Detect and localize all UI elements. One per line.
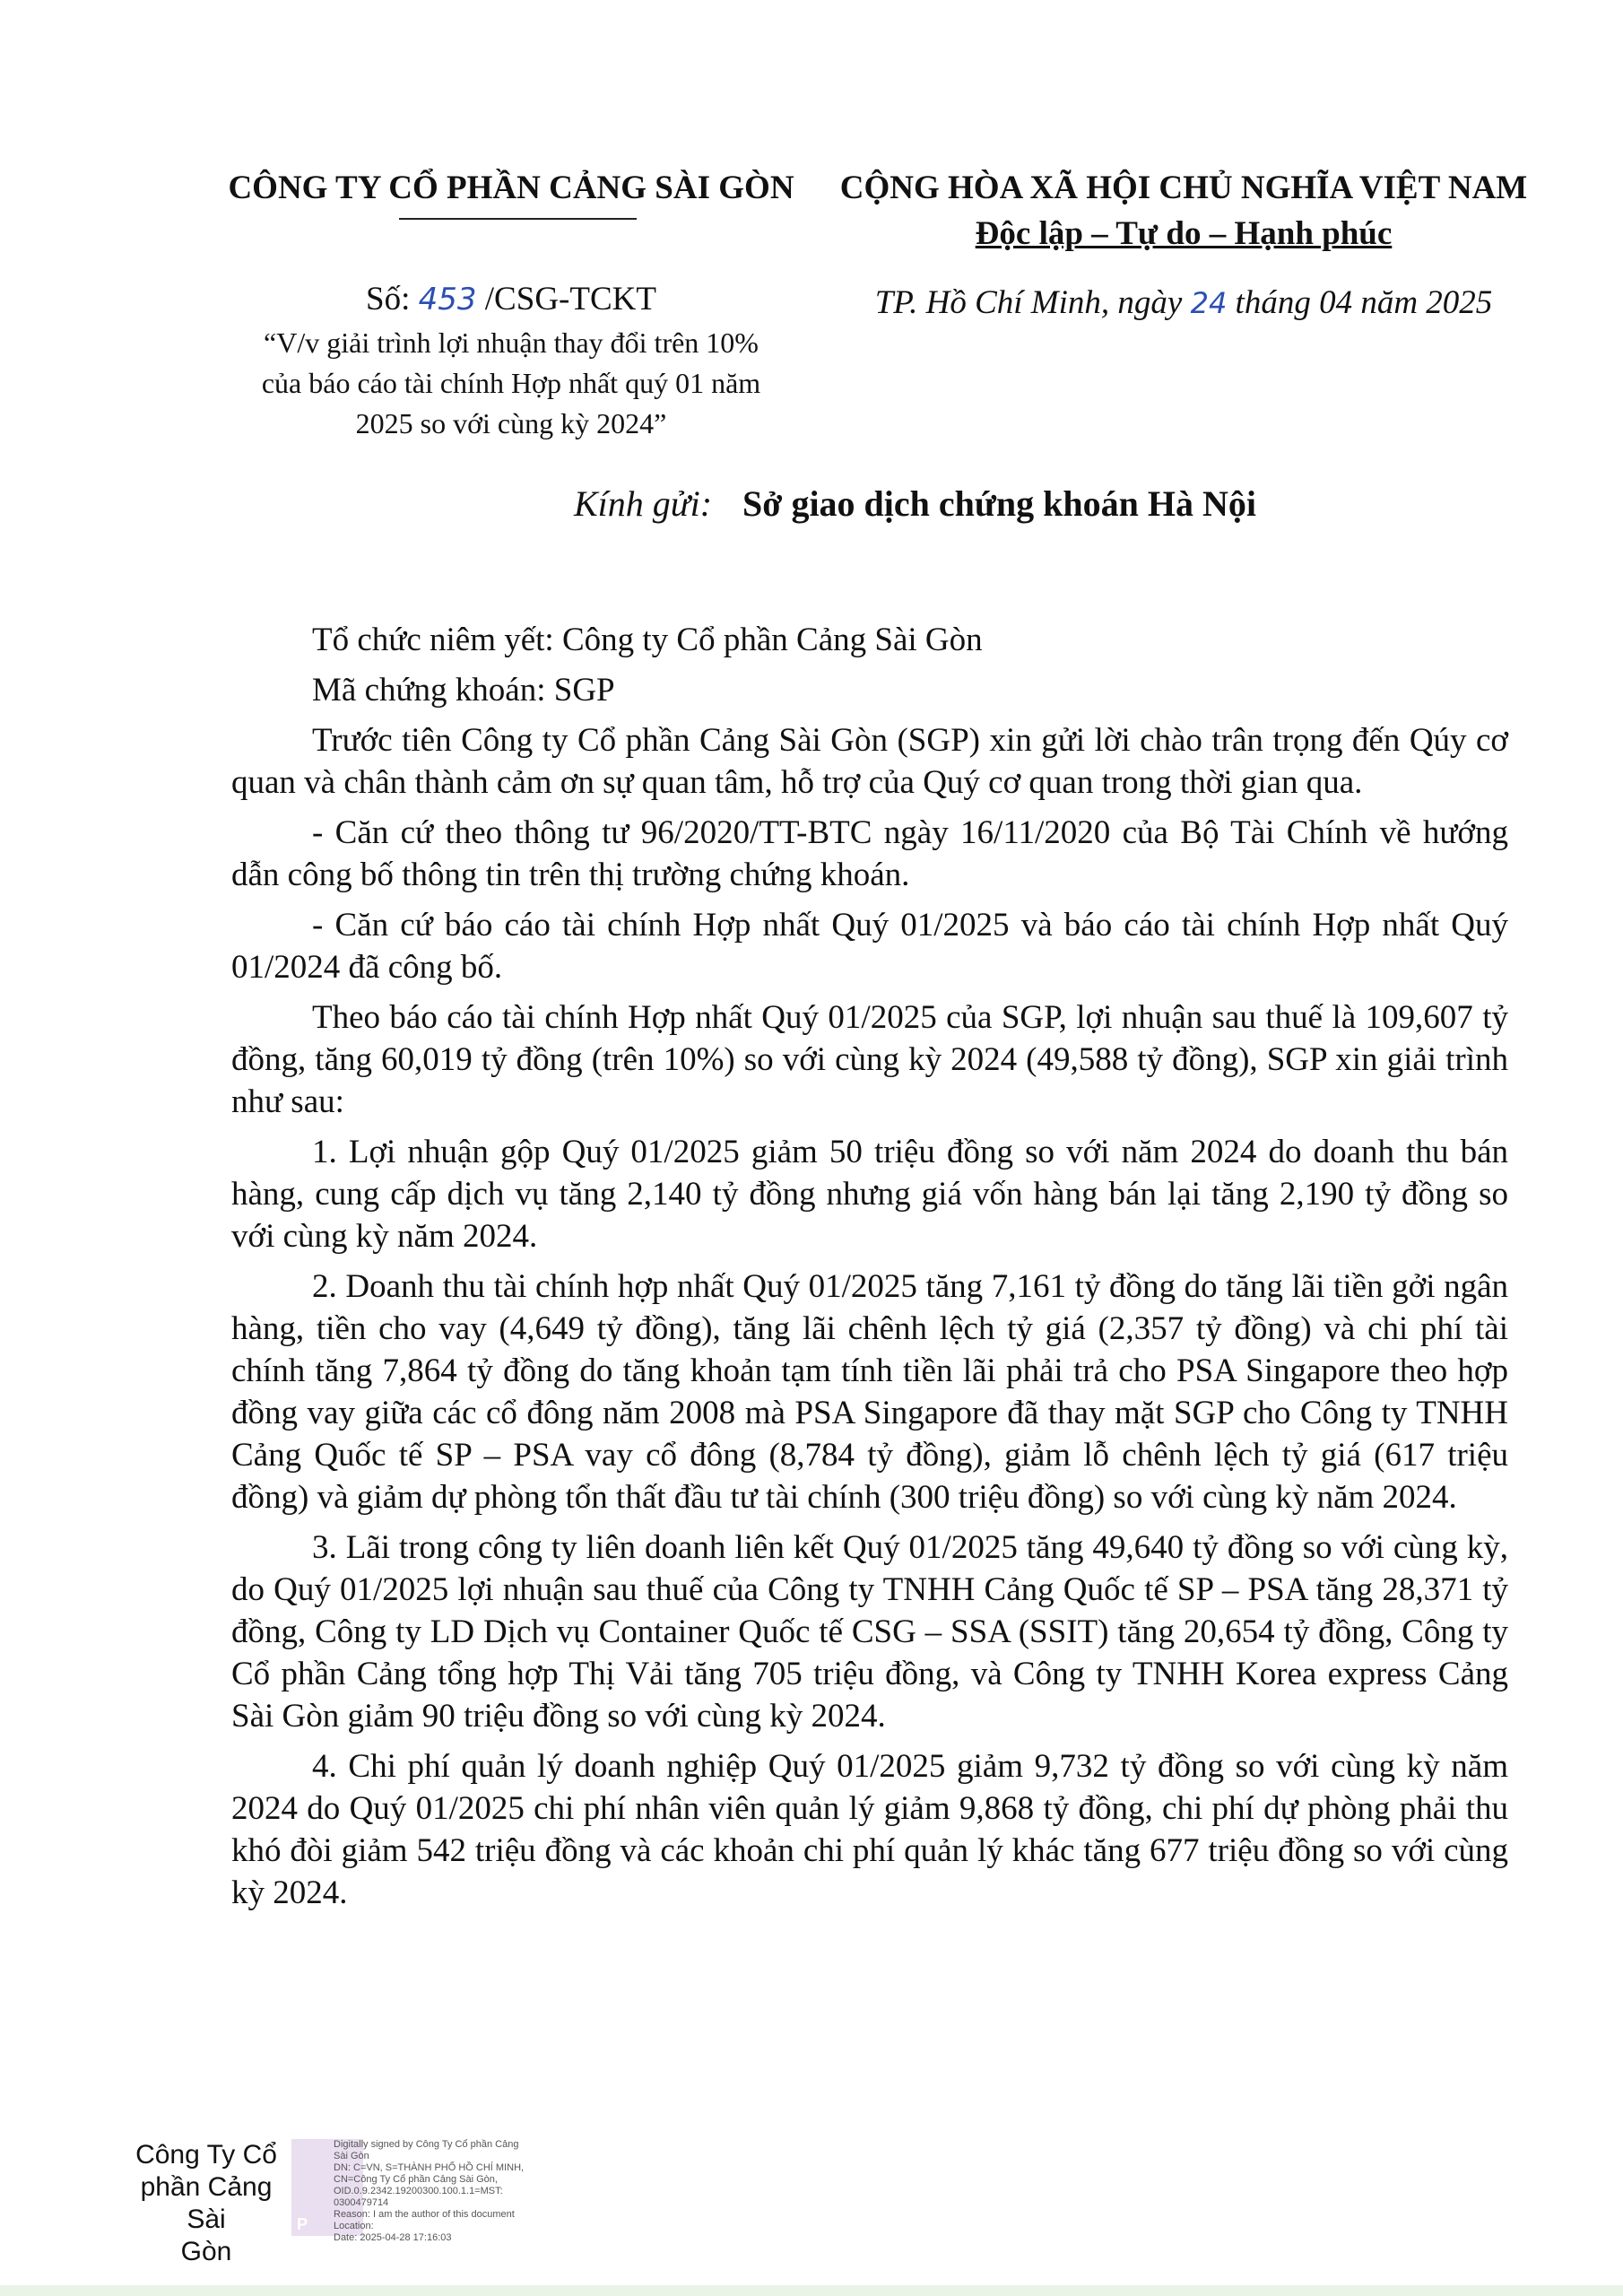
signature-detail-line: OID.0.9.2342.19200300.100.1.1=MST: bbox=[334, 2186, 503, 2196]
explanation-item-4: 4. Chi phí quản lý doanh nghiệp Quý 01/2025 giảm 9,732 tỷ đồng so với cùng kỳ năm 2024 do Quý 01/2025 chi phí nhân viên quản lý giảm 9,868 tỷ đồng, chi phí dự phòng phải thu khó đòi giảm 542 triệu đồng và các khoản chi phí quản lý khác tăng 677 triệu đồng so với cùng kỳ 2024. bbox=[231, 1748, 1508, 1911]
national-motto: Độc lập – Tự do – Hạnh phúc bbox=[975, 215, 1393, 252]
dateline-prefix: TP. Hồ Chí Minh, ngày bbox=[874, 284, 1183, 321]
subject-line: của báo cáo tài chính Hợp nhất quý 01 năm bbox=[261, 367, 761, 399]
document-number-prefix: Số: bbox=[366, 281, 411, 317]
letter-body bbox=[231, 619, 1508, 1922]
republic-title: CỘNG HÒA XÃ HỘI CHỦ NGHĨA VIỆT NAM bbox=[839, 170, 1528, 206]
document-subject bbox=[206, 323, 816, 444]
listing-organization: Tổ chức niêm yết: Công ty Cổ phần Cảng Sài Gòn bbox=[312, 622, 983, 658]
handwritten-number: 453 bbox=[418, 282, 477, 317]
signer-name bbox=[126, 2139, 287, 2268]
company-name: CÔNG TY CỔ PHẦN CẢNG SÀI GÒN bbox=[228, 170, 794, 206]
signature-detail-line: CN=Công Ty Cổ phần Cảng Sài Gòn, bbox=[334, 2174, 498, 2185]
dateline-suffix: tháng 04 năm 2025 bbox=[1235, 284, 1493, 321]
recipient-name: Sở giao dịch chứng khoán Hà Nội bbox=[742, 483, 1257, 524]
handwritten-day: 24 bbox=[1190, 286, 1228, 320]
national-header bbox=[834, 169, 1533, 253]
subject-line: 2025 so với cùng kỳ 2024” bbox=[355, 407, 667, 439]
signature-detail-line: Date: 2025-04-28 17:16:03 bbox=[334, 2232, 452, 2243]
signer-name-line: Công Ty Cổ bbox=[135, 2140, 277, 2170]
signature-detail-line: Digitally signed by Công Ty Cổ phần Cảng bbox=[334, 2139, 519, 2150]
digital-signature bbox=[126, 2139, 664, 2274]
legal-basis-2: - Căn cứ báo cáo tài chính Hợp nhất Quý 01/2025 và báo cáo tài chính Hợp nhất Quý 01/2024 đã công bố. bbox=[231, 907, 1508, 986]
stamp-mark: P bbox=[297, 2215, 308, 2233]
recipient-label: Kính gửi: bbox=[574, 483, 713, 524]
subject-line: “V/v giải trình lợi nhuận thay đổi trên 10% bbox=[264, 326, 759, 359]
signature-detail-line: Reason: I am the author of this document bbox=[334, 2209, 515, 2220]
signature-detail-line: Location: bbox=[334, 2221, 374, 2231]
recipient bbox=[574, 483, 1256, 525]
greeting-paragraph: Trước tiên Công ty Cổ phần Cảng Sài Gòn (SGP) xin gửi lời chào trân trọng đến Qúy cơ quan và chân thành cảm ơn sự quan tâm, hỗ trợ của Quý cơ quan trong thời gian qua. bbox=[231, 722, 1508, 801]
signer-name-line: phần Cảng Sài bbox=[140, 2172, 273, 2234]
signature-detail-line: 0300479714 bbox=[334, 2197, 389, 2208]
dateline bbox=[834, 283, 1533, 322]
summary-paragraph: Theo báo cáo tài chính Hợp nhất Quý 01/2025 của SGP, lợi nhuận sau thuế là 109,607 tỷ đồng, tăng 60,019 tỷ đồng (trên 10%) so với cùng kỳ 2024 (49,588 tỷ đồng), SGP xin giải trình như sau: bbox=[231, 999, 1508, 1120]
signature-details bbox=[334, 2139, 656, 2244]
explanation-item-2: 2. Doanh thu tài chính hợp nhất Quý 01/2025 tăng 7,161 tỷ đồng do tăng lãi tiền gởi ngân hàng, tiền cho vay (4,649 tỷ đồng), tăng lãi chênh lệch tỷ giá (2,357 tỷ đồng) và chi phí tài chính tăng 7,864 tỷ đồng do tăng khoản tạm tính tiền lãi phải trả cho PSA Singapore theo hợp đồng vay giữa các cổ đông năm 2008 mà PSA Singapore đã thay mặt SGP cho Công ty TNHH Cảng Quốc tế SP – PSA vay cổ đông (8,784 tỷ đồng), giảm lỗ chênh lệch tỷ giá (617 triệu đồng) và giảm dự phòng tổn thất đầu tư tài chính (300 triệu đồng) so với cùng kỳ năm 2024. bbox=[231, 1268, 1508, 1516]
signature-detail-line: Sài Gòn bbox=[334, 2151, 369, 2161]
signer-name-line: Gòn bbox=[180, 2237, 232, 2266]
scan-edge-band bbox=[0, 2285, 1623, 2296]
stock-code: Mã chứng khoán: SGP bbox=[312, 672, 615, 709]
signature-detail-line: DN: C=VN, S=THÀNH PHỐ HỒ CHÍ MINH, bbox=[334, 2162, 525, 2173]
header-rule bbox=[399, 218, 637, 220]
legal-basis-1: - Căn cứ theo thông tư 96/2020/TT-BTC ngày 16/11/2020 của Bộ Tài Chính về hướng dẫn công bố thông tin trên thị trường chứng khoán. bbox=[231, 814, 1508, 893]
document-number-suffix: /CSG-TCKT bbox=[484, 281, 656, 317]
document-number bbox=[197, 280, 825, 318]
explanation-item-3: 3. Lãi trong công ty liên doanh liên kết Quý 01/2025 tăng 49,640 tỷ đồng so với cùng kỳ, do Quý 01/2025 lợi nhuận sau thuế của Công ty TNHH Cảng Quốc tế SP – PSA tăng 28,371 tỷ đồng, Công ty LD Dịch vụ Container Quốc tế CSG – SSA (SSIT) tăng 20,654 tỷ đồng, Công ty Cổ phần Cảng tổng hợp Thị Vải tăng 705 triệu đồng, và Công ty TNHH Korea express Cảng Sài Gòn giảm 90 triệu đồng so với cùng kỳ 2024. bbox=[231, 1529, 1508, 1735]
explanation-item-1: 1. Lợi nhuận gộp Quý 01/2025 giảm 50 triệu đồng so với năm 2024 do doanh thu bán hàng, cung cấp dịch vụ tăng 2,140 tỷ đồng nhưng giá vốn hàng bán lại tăng 2,190 tỷ đồng so với cùng kỳ năm 2024. bbox=[231, 1134, 1508, 1255]
